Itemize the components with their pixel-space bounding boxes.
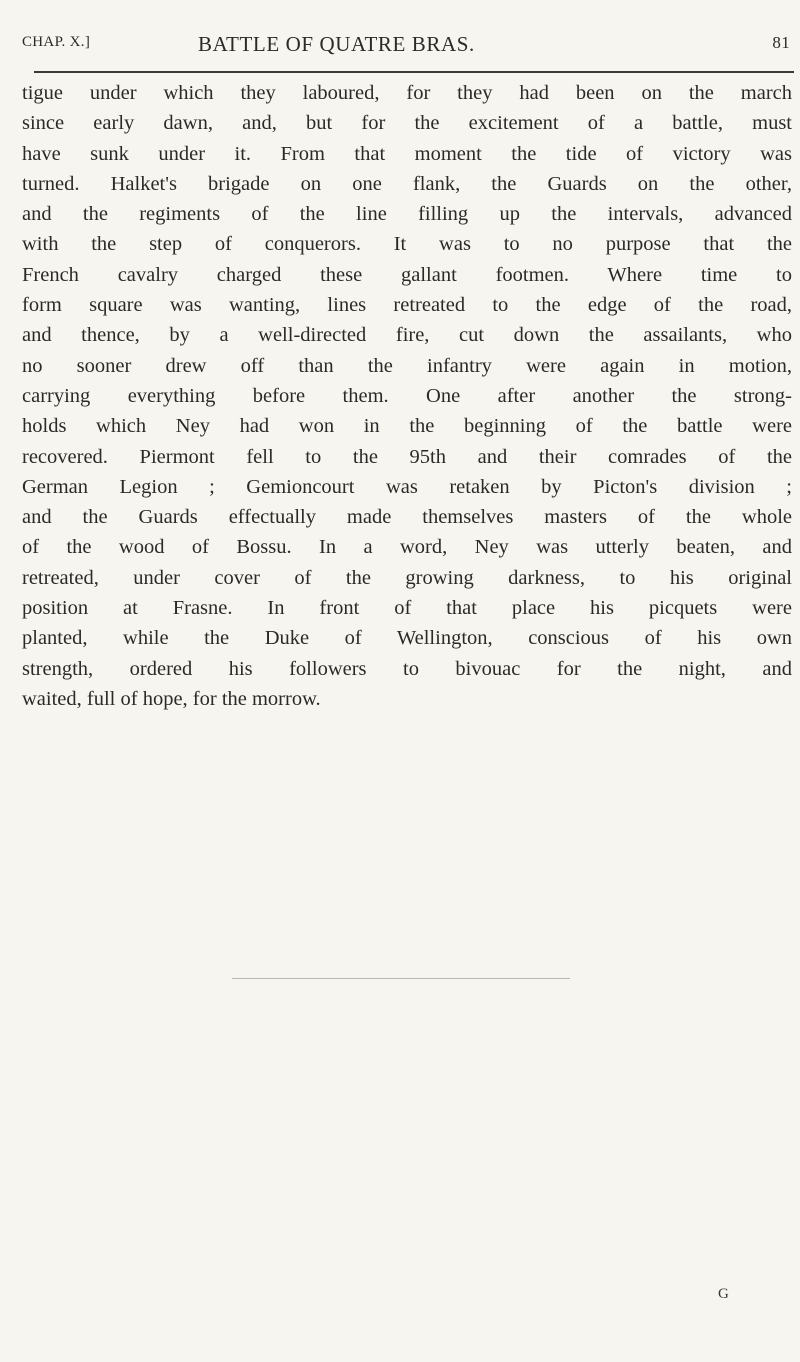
header-rule	[34, 71, 794, 73]
text-line: strength, ordered his followers to bivouac for the night, and	[22, 657, 792, 680]
text-line: since early dawn, and, but for the excitement of a battle, must	[22, 112, 792, 135]
text-line: carrying everything before them. One after another the strong-	[22, 384, 792, 407]
text-line: form square was wanting, lines retreated to the edge of the road,	[22, 294, 792, 317]
text-line: with the step of conquerors. It was to no purpose that the	[22, 233, 792, 256]
text-line: tigue under which they laboured, for they had been on the march	[22, 82, 792, 104]
text-line: waited, full of hope, for the morrow.	[22, 687, 321, 710]
text-line: of the wood of Bossu. In a word, Ney was utterly beaten, and	[22, 536, 792, 559]
text-line: recovered. Piermont fell to the 95th and their comrades of the	[22, 445, 792, 468]
chapter-label: CHAP. X.]	[22, 34, 91, 50]
text-line: position at Frasne. In front of that place his picquets were	[22, 597, 792, 620]
signature-mark: G	[718, 1286, 729, 1302]
page-number: 81	[772, 33, 790, 52]
running-head	[22, 30, 792, 60]
body-paragraph	[22, 78, 792, 714]
text-line: no sooner drew off than the infantry were again in motion,	[22, 354, 792, 377]
text-line: and thence, by a well-directed fire, cut down the assailants, who	[22, 324, 792, 347]
text-line: French cavalry charged these gallant footmen. Where time to	[22, 263, 792, 286]
faint-rule	[232, 978, 570, 979]
text-line: and the Guards effectually made themselves masters of the whole	[22, 506, 792, 529]
text-line: turned. Halket's brigade on one flank, the Guards on the other,	[22, 172, 792, 195]
text-line: and the regiments of the line filling up the intervals, advanced	[22, 203, 792, 226]
running-title: BATTLE OF QUATRE BRAS.	[198, 32, 475, 56]
text-line: holds which Ney had won in the beginning of the battle were	[22, 415, 792, 438]
text-line: German Legion ; Gemioncourt was retaken by Picton's division ;	[22, 475, 792, 498]
text-line: have sunk under it. From that moment the tide of victory was	[22, 142, 792, 165]
text-line: retreated, under cover of the growing darkness, to his original	[22, 566, 792, 589]
text-line: planted, while the Duke of Wellington, conscious of his own	[22, 627, 792, 650]
